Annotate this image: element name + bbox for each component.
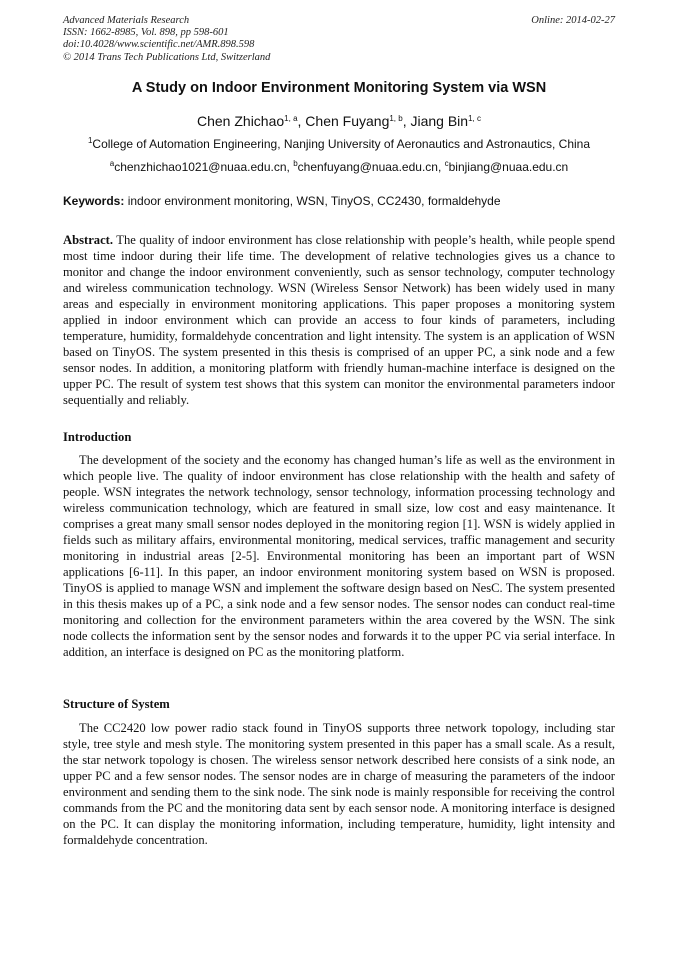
online-date: Online: 2014-02-27 <box>531 15 615 26</box>
affiliation-superscript: 1 <box>87 136 93 145</box>
section-heading-introduction: Introduction <box>63 430 132 444</box>
email-address: binjiang@nuaa.edu.cn <box>448 160 569 174</box>
author-list <box>0 113 678 129</box>
copyright-line: © 2014 Trans Tech Publications Ltd, Switzerland <box>63 51 271 63</box>
author-separator: , <box>297 113 306 129</box>
author-name: Chen Fuyang <box>305 113 390 129</box>
email-address: chenzhichao1021@nuaa.edu.cn, <box>114 160 294 174</box>
issn-line: ISSN: 1662-8985, Vol. 898, pp 598-601 <box>63 27 229 39</box>
doi-line: doi:10.4028/www.scientific.net/AMR.898.598 <box>63 39 255 51</box>
introduction-paragraph: The development of the society and the economy has changed human’s life as well as the environment in which people live. The quality of indoor environment has close relationship with the health and safety of people. WSN integrates the network technology, sensor technology, information processing technology and wireless communication technology, which are featured in small size, low cost and easy maintenance. It comprises a great many small sensor nodes deployed in the monitoring region [1]. WSN is widely applied in fields such as military affairs, environmental monitoring, medical services, traffic management and security monitoring in industrial areas [2-5]. Environmental monitoring has been an important part of WSN applications [6-11]. In this paper, an indoor environment monitoring system based on WSN is proposed. TinyOS is applied to manage WSN and implement the software design based on NesC. The system presented in this thesis makes up of a PC, a sink node and a few sensor nodes. The sensor nodes can conduct real-time monitoring and collection for the environment parameters within the area covered by the WSN. The sink node collects the information sent by the sensor nodes and forwards it to the upper PC via serial interface. In addition, an interface is designed on PC as the monitoring platform. <box>63 453 615 659</box>
author-superscript: 1, b <box>389 114 403 123</box>
section-heading-structure: Structure of System <box>63 697 170 711</box>
author-emails <box>0 160 678 174</box>
email-superscript: a <box>109 159 115 168</box>
author-name: Chen Zhichao <box>197 113 285 129</box>
abstract <box>63 232 615 408</box>
affiliation-text: College of Automation Engineering, Nanjing University of Aeronautics and Astronautics, China <box>92 137 591 151</box>
affiliation <box>0 137 678 151</box>
author-superscript: 1, a <box>284 114 298 123</box>
keywords-text: indoor environment monitoring, WSN, TinyOS, CC2430, formaldehyde <box>124 194 501 208</box>
author-superscript: 1, c <box>468 114 481 123</box>
abstract-label: Abstract. <box>63 233 114 247</box>
abstract-text: The quality of indoor environment has close relationship with people’s health, while people spend most time indoor during their life time. The development of relative technologies gives us a chance to monitor and change the indoor environment conveniently, such as sensor technology, computer technology and wireless communication technology. WSN (Wireless Sensor Network) has been widely used in many areas and especially in environment monitoring applications. This paper proposes a monitoring system applied in indoor environment which can provide an access to four kinds of parameters, including temperature, humidity, formaldehyde concentration and light intensity. The system is an application of WSN based on TinyOS. The system presented in this thesis is comprised of an upper PC, a sink node and a few sensor nodes. In addition, a monitoring platform with friendly human-machine interface is designed on the upper PC. The result of system test shows that this system can monitor the environmental parameters indoor sequentially and reliably. <box>63 233 615 407</box>
author-name: Jiang Bin <box>410 113 469 129</box>
email-superscript: b <box>293 159 298 168</box>
email-superscript: c <box>444 159 449 168</box>
structure-paragraph: The CC2420 low power radio stack found in TinyOS supports three network topology, including star style, tree style and mesh style. The monitoring system presented in this paper has a small scale. As a result, the star network topology is chosen. The wireless sensor network described here consists of a sink node, an upper PC and a few sensor nodes. The sensor nodes are in charge of measuring the parameters of the indoor environment and sending them to the sink node. The sink node is mainly responsible for receiving the control commands from the PC and the monitoring data sent by each sensor node. A monitoring interface is designed on the PC. It can display the monitoring information, including temperature, humidity, light intensity and formaldehyde concentration. <box>63 721 615 847</box>
author-separator: , <box>402 113 411 129</box>
keywords-label: Keywords: <box>63 194 125 208</box>
keywords <box>63 194 615 208</box>
email-address: chenfuyang@nuaa.edu.cn, <box>297 160 445 174</box>
paper-title: A Study on Indoor Environment Monitoring System via WSN <box>131 80 547 96</box>
journal-name: Advanced Materials Research <box>63 15 190 26</box>
journal-header <box>63 15 270 64</box>
